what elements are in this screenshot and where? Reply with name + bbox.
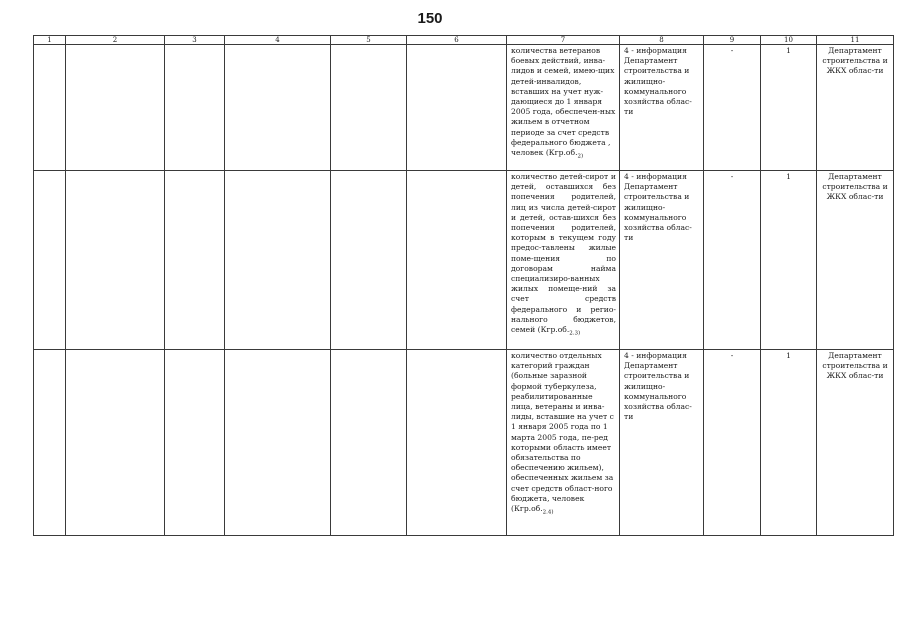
table-cell (66, 45, 165, 171)
table-cell (34, 171, 66, 350)
column-header: 6 (407, 36, 507, 45)
column-header: 3 (165, 36, 225, 45)
indicator-subscript: 2.4) (542, 509, 554, 516)
indicator-cell (507, 171, 620, 350)
table-cell (66, 350, 165, 536)
table-row (34, 45, 894, 171)
table-cell (34, 45, 66, 171)
indicator-subscript: 2) (577, 153, 584, 160)
column-header: 5 (331, 36, 407, 45)
header-row (34, 36, 894, 45)
source-cell: 4 - информация Департамент строительства и жилищно-коммунального хозяйства облас-ти (620, 45, 704, 171)
column-header: 8 (620, 36, 704, 45)
column-header: 9 (704, 36, 761, 45)
col9-cell: - (704, 171, 761, 350)
indicator-text: количество отдельных категорий граждан (больные заразной формой туберкулеза, реабилитированные лица, ветераны и инва-лиды, вставшие на учет с 1 января 2005 года по 1 марта 2005 года, пе-ред которыми область имеет обязательства по обеспечению жильем), обеспеченных жильем за счет средств област-ного бюджета, человек (Кгр.об. (511, 351, 614, 514)
table-cell (331, 171, 407, 350)
column-header: 2 (66, 36, 165, 45)
table-cell (66, 171, 165, 350)
table-cell (34, 350, 66, 536)
table-cell (165, 350, 225, 536)
responsible-cell: Департамент строительства и ЖКХ облас-ти (817, 45, 894, 171)
col10-cell: 1 (761, 350, 817, 536)
table-cell (165, 171, 225, 350)
responsible-cell: Департамент строительства и ЖКХ облас-ти (817, 350, 894, 536)
indicator-text: количество детей-сирот и детей, оставшихся без попечения родителей, лиц из числа детей-сирот и детей, остав-шихся без попечения родителей, которым в текущем году предос-тавлены жилые поме-щения по договорам найма специализиро-ванных жилых помеще-ний за счет средств федерального и регио-нального бюджетов, семей (Кгр.об. (511, 172, 616, 335)
source-cell: 4 - информация Департамент строительства и жилищно-коммунального хозяйства облас-ти (620, 171, 704, 350)
page-number: 150 (417, 10, 443, 27)
table-cell (331, 350, 407, 536)
indicator-text: количества ветеранов боевых действий, инва-лидов и семей, имею-щих детей-инвалидов, вставших на учет нуж-дающиеся до 1 января 2005 года, обеспечен-ных жильем в отчетном периоде за счет средств федерального бюджета , человек (Кгр.об. (511, 46, 616, 158)
column-header: 4 (225, 36, 331, 45)
table-cell (407, 45, 507, 171)
col9-cell: - (704, 45, 761, 171)
table-cell (225, 45, 331, 171)
table-cell (407, 171, 507, 350)
indicator-subscript: 2.3) (569, 330, 581, 337)
table-cell (407, 350, 507, 536)
col10-cell: 1 (761, 171, 817, 350)
col9-cell: - (704, 350, 761, 536)
column-header: 10 (761, 36, 817, 45)
column-header: 11 (817, 36, 894, 45)
source-cell: 4 - информация Департамент строительства и жилищно-коммунального хозяйства облас-ти (620, 350, 704, 536)
indicator-cell (507, 350, 620, 536)
column-header: 1 (34, 36, 66, 45)
data-table (33, 35, 894, 536)
table-cell (165, 45, 225, 171)
indicator-cell (507, 45, 620, 171)
responsible-cell: Департамент строительства и ЖКХ облас-ти (817, 171, 894, 350)
table-cell (225, 350, 331, 536)
table-row (34, 350, 894, 536)
table-cell (225, 171, 331, 350)
table-cell (331, 45, 407, 171)
col10-cell: 1 (761, 45, 817, 171)
column-header: 7 (507, 36, 620, 45)
table-row (34, 171, 894, 350)
